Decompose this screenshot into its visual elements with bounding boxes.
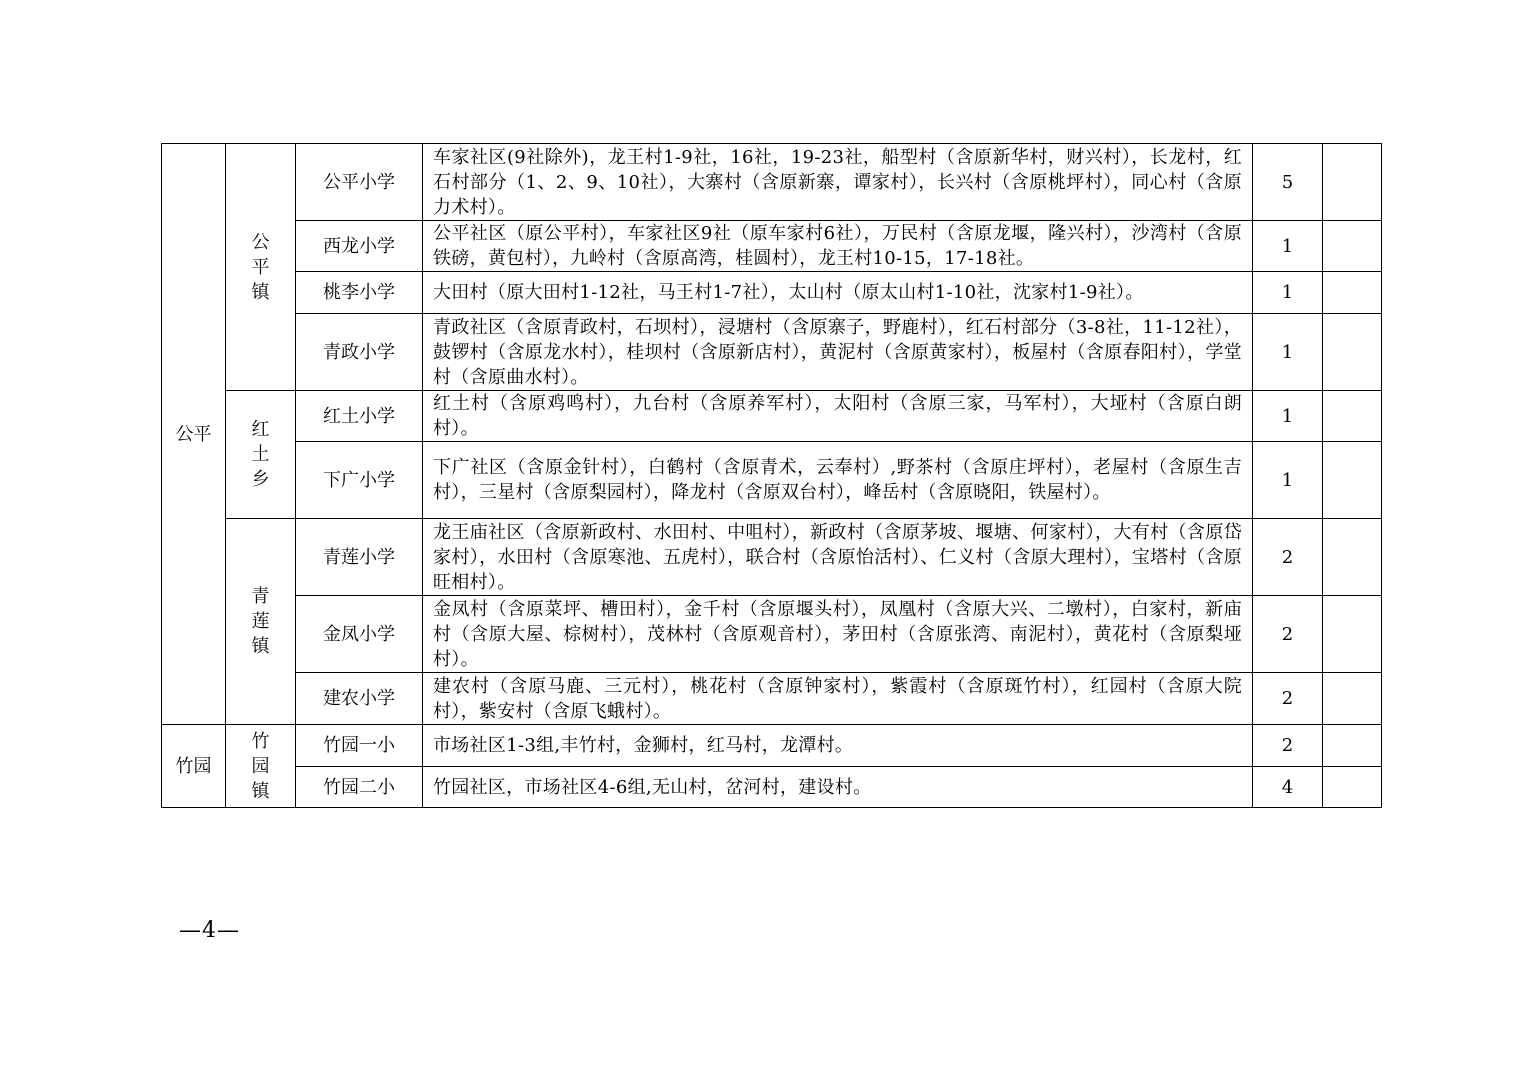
town-cell: 青莲镇 <box>226 519 296 725</box>
area-cell: 大田村（原大田村1-12社，马王村1-7社），太山村（原太山村1-10社，沈家村1-9社）。 <box>423 272 1253 314</box>
area-cell: 市场社区1-3组,丰竹村，金狮村，红马村，龙潭村。 <box>423 725 1253 767</box>
remark-cell <box>1323 144 1382 221</box>
table-row <box>162 314 1382 391</box>
table-row <box>162 272 1382 314</box>
area-cell: 公平社区（原公平村），车家社区9社（原车家村6社），万民村（含原龙堰，隆兴村），沙湾村（含原铁磅，黄包村），九岭村（含原高湾，桂圆村），龙王村10-15，17-18社。 <box>423 221 1253 272</box>
count-cell: 1 <box>1253 272 1323 314</box>
region-cell: 公平 <box>162 144 226 725</box>
area-cell: 车家社区(9社除外)，龙王村1-9社，16社，19-23社，船型村（含原新华村，财兴村），长龙村，红石村部分（1、2、9、10社），大寨村（含原新寨，谭家村），长兴村（含原桃坪村），同心村（含原力术村）。 <box>423 144 1253 221</box>
count-cell: 2 <box>1253 596 1323 673</box>
region-cell: 竹园 <box>162 725 226 808</box>
count-cell: 1 <box>1253 314 1323 391</box>
school-cell: 西龙小学 <box>296 221 423 272</box>
remark-cell <box>1323 725 1382 767</box>
remark-cell <box>1323 391 1382 442</box>
count-cell: 4 <box>1253 767 1323 808</box>
count-cell: 5 <box>1253 144 1323 221</box>
count-cell: 2 <box>1253 725 1323 767</box>
school-cell: 公平小学 <box>296 144 423 221</box>
school-district-table <box>161 143 1382 808</box>
remark-cell <box>1323 596 1382 673</box>
count-cell: 2 <box>1253 519 1323 596</box>
table-row <box>162 725 1382 767</box>
school-cell: 竹园一小 <box>296 725 423 767</box>
school-cell: 桃李小学 <box>296 272 423 314</box>
school-cell: 竹园二小 <box>296 767 423 808</box>
school-cell: 红土小学 <box>296 391 423 442</box>
school-cell: 青政小学 <box>296 314 423 391</box>
area-cell: 龙王庙社区（含原新政村、水田村、中咀村），新政村（含原茅坡、堰塘、何家村），大有村（含原岱家村），水田村（含原寒池、五虎村），联合村（含原怡活村）、仁义村（含原大理村），宝塔村（含原旺相村）。 <box>423 519 1253 596</box>
area-cell: 红土村（含原鸡鸣村），九台村（含原养军村），太阳村（含原三家，马军村），大垭村（含原白朗村）。 <box>423 391 1253 442</box>
remark-cell <box>1323 673 1382 725</box>
remark-cell <box>1323 314 1382 391</box>
table-row <box>162 673 1382 725</box>
table-row <box>162 221 1382 272</box>
count-cell: 2 <box>1253 673 1323 725</box>
remark-cell <box>1323 221 1382 272</box>
area-cell: 金凤村（含原菜坪、槽田村），金千村（含原堰头村），凤凰村（含原大兴、二墩村），白家村，新庙村（含原大屋、棕树村），茂林村（含原观音村），茅田村（含原张湾、南泥村），黄花村（含原梨垭村）。 <box>423 596 1253 673</box>
area-cell: 竹园社区，市场社区4-6组,无山村，岔河村，建设村。 <box>423 767 1253 808</box>
table-row <box>162 596 1382 673</box>
remark-cell <box>1323 767 1382 808</box>
area-cell: 下广社区（含原金针村），白鹤村（含原青术，云奉村）,野茶村（含原庄坪村），老屋村（含原生吉村），三星村（含原梨园村），降龙村（含原双台村），峰岳村（含原晓阳，铁屋村）。 <box>423 442 1253 519</box>
town-cell: 红土乡 <box>226 391 296 519</box>
school-cell: 下广小学 <box>296 442 423 519</box>
area-cell: 青政社区（含原青政村，石坝村），浸塘村（含原寨子，野鹿村），红石村部分（3-8社，11-12社），鼓锣村（含原龙水村），桂坝村（含原新店村），黄泥村（含原黄家村），板屋村（含原春阳村），学堂村（含原曲水村）。 <box>423 314 1253 391</box>
town-cell: 公平镇 <box>226 144 296 391</box>
table-row <box>162 144 1382 221</box>
remark-cell <box>1323 519 1382 596</box>
count-cell: 1 <box>1253 391 1323 442</box>
count-cell: 1 <box>1253 221 1323 272</box>
count-cell: 1 <box>1253 442 1323 519</box>
table-row <box>162 519 1382 596</box>
area-cell: 建农村（含原马鹿、三元村），桃花村（含原钟家村），紫霞村（含原斑竹村），红园村（含原大院村），紫安村（含原飞蛾村）。 <box>423 673 1253 725</box>
table-row <box>162 442 1382 519</box>
school-cell: 青莲小学 <box>296 519 423 596</box>
remark-cell <box>1323 272 1382 314</box>
table-row <box>162 767 1382 808</box>
school-cell: 建农小学 <box>296 673 423 725</box>
remark-cell <box>1323 442 1382 519</box>
page-number: —4— <box>179 918 240 943</box>
table-row <box>162 391 1382 442</box>
town-cell: 竹园镇 <box>226 725 296 808</box>
school-cell: 金凤小学 <box>296 596 423 673</box>
